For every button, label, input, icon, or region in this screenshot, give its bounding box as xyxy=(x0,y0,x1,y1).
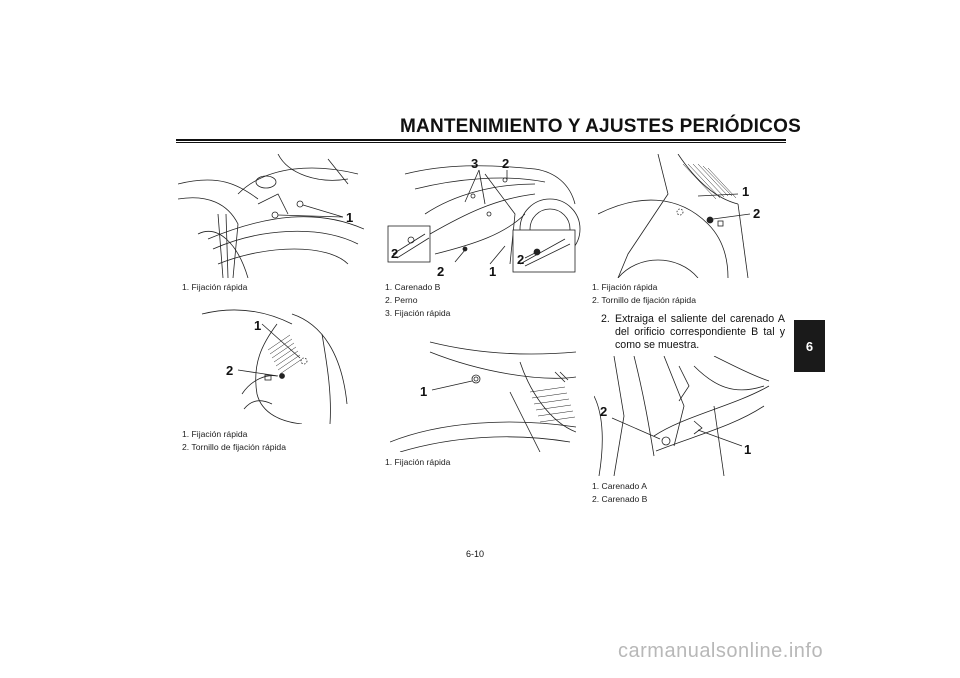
callout-1: 1 xyxy=(744,442,752,457)
watermark: carmanualsonline.info xyxy=(618,640,824,662)
figure-5-upper-fairing xyxy=(598,154,784,278)
caption-line: 2. Tornillo de fijación rápida xyxy=(592,295,696,305)
callout-2: 2 xyxy=(226,363,234,378)
caption-line: 1. Carenado A xyxy=(592,481,647,491)
caption-line: 1. Fijación rápida xyxy=(182,282,248,292)
callout-1: 1 xyxy=(346,210,354,225)
instruction-step-2 xyxy=(601,313,785,352)
callout-2-left: 2 xyxy=(391,246,399,261)
figure-6-caption xyxy=(592,480,647,506)
figure-6-fairing-tab xyxy=(594,356,780,476)
figure-3-side-fairing xyxy=(385,154,581,278)
figure-3-caption xyxy=(385,281,450,320)
callout-2-right: 2 xyxy=(517,252,525,267)
figure-4-lower-fastener xyxy=(390,332,576,452)
callout-1: 1 xyxy=(420,384,428,399)
caption-line: 1. Fijación rápida xyxy=(592,282,658,292)
caption-line: 1. Fijación rápida xyxy=(385,457,451,467)
callout-2-top: 2 xyxy=(502,156,510,171)
chapter-tab[interactable]: 6 xyxy=(794,320,825,372)
callout-3: 3 xyxy=(471,156,479,171)
caption-line: 1. Fijación rápida xyxy=(182,429,248,439)
figure-1-fairing-fastener xyxy=(178,154,364,278)
caption-line: 3. Fijación rápida xyxy=(385,308,451,318)
page-number: 6-10 xyxy=(466,549,485,559)
caption-line: 2. Perno xyxy=(385,295,418,305)
callout-2: 2 xyxy=(753,206,761,221)
figure-2-quick-fastener-screw xyxy=(182,304,358,424)
header-rule-thin xyxy=(176,142,786,143)
step-number: 2. xyxy=(601,313,610,325)
page-title: MANTENIMIENTO Y AJUSTES PERIÓDICOS xyxy=(400,116,801,137)
caption-line: 1. Carenado B xyxy=(385,282,441,292)
callout-2-bottom: 2 xyxy=(437,264,445,278)
figure-5-caption xyxy=(592,281,696,307)
header-rule xyxy=(176,139,786,141)
figure-2-caption xyxy=(182,428,286,454)
step-text: Extraiga el saliente del carenado A del orificio correspondiente B tal y como se muestra. xyxy=(615,313,785,351)
caption-line: 2. Tornillo de fijación rápida xyxy=(182,442,286,452)
figure-1-caption xyxy=(182,281,247,294)
callout-2: 2 xyxy=(600,404,608,419)
callout-1: 1 xyxy=(254,318,262,333)
caption-line: 2. Carenado B xyxy=(592,494,648,504)
callout-1: 1 xyxy=(489,264,497,278)
callout-1: 1 xyxy=(742,184,750,199)
figure-4-caption xyxy=(385,456,450,469)
